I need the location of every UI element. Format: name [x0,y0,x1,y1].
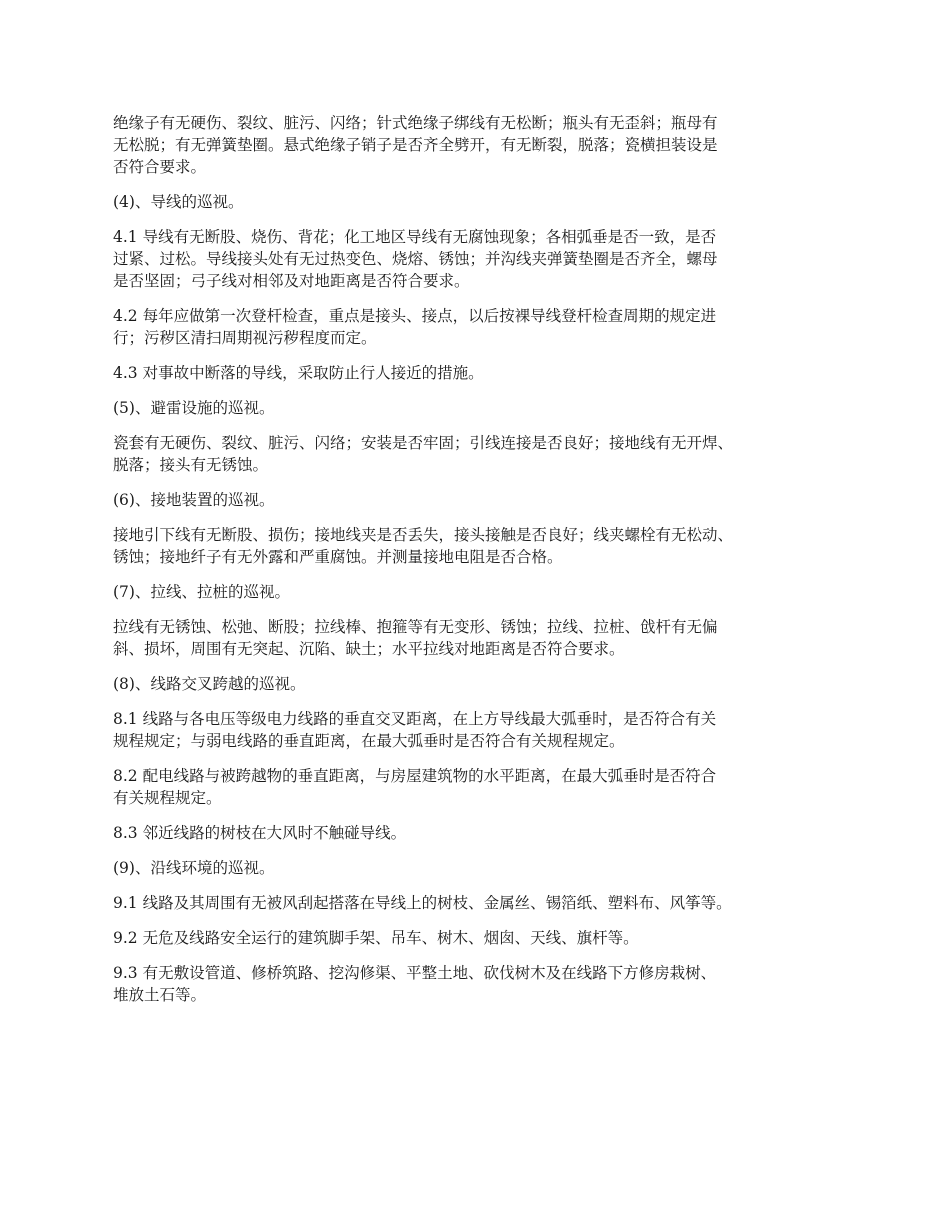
paragraph-8-3: 8.3 邻近线路的树枝在大风时不触碰导线。 [113,824,407,842]
heading-grounding-device: (6)、接地装置的巡视。 [113,491,275,509]
heading-conductor-inspection: (4)、导线的巡视。 [113,193,244,211]
paragraph-4-1: 4.1 导线有无断股、烧伤、背花；化工地区导线有无腐蚀现象；各相弧垂是否一致，是否 过紧、过松。导线接头处有无过热变色、烧熔、锈蚀；并沟线夹弹簧垫圈是否齐全，螺母 是否坚固；弓子线对相邻及对地距离是否符合要求。 [113,228,718,290]
heading-line-environment: (9)、沿线环境的巡视。 [113,859,275,877]
paragraph-8-2: 8.2 配电线路与被跨越物的垂直距离，与房屋建筑物的水平距离，在最大弧垂时是否符合 有关规程规定。 [113,767,717,807]
heading-lightning-protection: (5)、避雷设施的巡视。 [113,399,275,417]
document-body [113,112,853,1019]
paragraph-8-1: 8.1 线路与各电压等级电力线路的垂直交叉距离，在上方导线最大弧垂时，是否符合有关 规程规定；与弱电线路的垂直距离，在最大弧垂时是否符合有关规程规定。 [113,710,717,750]
heading-line-crossing: (8)、线路交叉跨越的巡视。 [113,675,306,693]
paragraph-9-2: 9.2 无危及线路安全运行的建筑脚手架、吊车、树木、烟囱、天线、旗杆等。 [113,929,639,947]
paragraph-grounding-device: 接地引下线有无断股、损伤；接地线夹是否丢失，接头接触是否良好；线夹螺栓有无松动、 锈蚀；接地纤子有无外露和严重腐蚀。并测量接地电阻是否合格。 [113,526,734,566]
paragraph-guy-wire: 拉线有无锈蚀、松弛、断股；拉线棒、抱箍等有无变形、锈蚀；拉线、拉桩、戗杆有无偏 斜、损坏，周围有无突起、沉陷、缺土；水平拉线对地距离是否符合要求。 [113,618,718,658]
paragraph-lightning-protection: 瓷套有无硬伤、裂纹、脏污、闪络；安装是否牢固；引线连接是否良好；接地线有无开焊、 脱落；接头有无锈蚀。 [113,434,734,474]
paragraph-insulator-inspection: 绝缘子有无硬伤、裂纹、脏污、闪络；针式绝缘子绑线有无松断；瓶头有无歪斜；瓶母有 无松脱；有无弹簧垫圈。悬式绝缘子销子是否齐全劈开，有无断裂，脱落；瓷横担装设是 否符合要求。 [113,114,718,176]
heading-guy-wire: (7)、拉线、拉桩的巡视。 [113,583,290,601]
paragraph-4-3: 4.3 对事故中断落的导线，采取防止行人接近的措施。 [113,364,484,382]
paragraph-4-2: 4.2 每年应做第一次登杆检查，重点是接头、接点，以后按裸导线登杆检查周期的规定进 行；污秽区清扫周期视污秽程度而定。 [113,307,717,347]
paragraph-9-3: 9.3 有无敷设管道、修桥筑路、挖沟修渠、平整土地、砍伐树木及在线路下方修房栽树、 堆放土石等。 [113,964,717,1004]
paragraph-9-1: 9.1 线路及其周围有无被风刮起搭落在导线上的树枝、金属丝、锡箔纸、塑料布、风筝等。 [113,894,732,912]
